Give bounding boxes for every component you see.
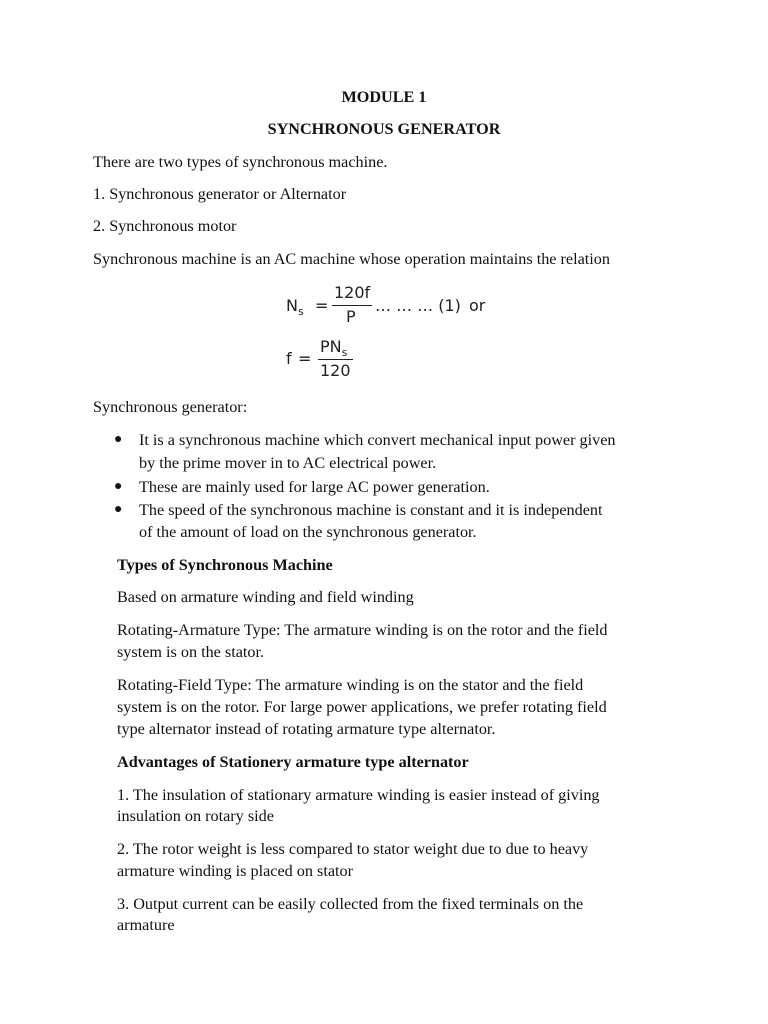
- relation-sentence: Synchronous machine is an AC machine whose operation maintains the relation: [93, 250, 610, 268]
- equation-or: or: [469, 296, 486, 315]
- list-item-text: These are mainly used for large AC power generation.: [139, 478, 490, 496]
- types-sentence: There are two types of synchronous machine.: [93, 153, 388, 171]
- equation-frequency-fraction-bar: [318, 359, 353, 360]
- equation-frequency-denominator: 120: [320, 361, 351, 380]
- module-heading: MODULE 1: [341, 88, 427, 106]
- equation-speed-tag: … … … (1): [375, 296, 461, 315]
- equation-speed-fraction-bar: [332, 305, 372, 306]
- advantage-item-1: insulation on rotary side: [117, 807, 274, 825]
- rotating-field-text: type alternator instead of rotating armature type alternator.: [117, 720, 496, 738]
- equation-speed-lhs: $N_s$: [286, 296, 304, 318]
- rotating-field-text: system is on the rotor. For large power applications, we prefer rotating field: [117, 698, 607, 716]
- advantage-item-2: 2. The rotor weight is less compared to stator weight due to due to heavy: [117, 840, 589, 858]
- list-item-text: It is a synchronous machine which convert mechanical input power given: [139, 431, 616, 449]
- list-item-text: by the prime mover in to AC electrical power.: [139, 454, 437, 472]
- bullet-icon: ●: [114, 432, 123, 447]
- list-item-text: of the amount of load on the synchronous generator.: [139, 523, 477, 541]
- equation-frequency-equals: =: [298, 349, 312, 368]
- bullet-icon: ●: [114, 479, 123, 494]
- equation-speed-numerator: 120f: [334, 283, 371, 302]
- equation-frequency-numerator: $PN_s$: [320, 337, 348, 359]
- advantage-item-3: 3. Output current can be easily collected from the fixed terminals on the: [117, 895, 584, 913]
- sync-generator-label: Synchronous generator:: [93, 398, 248, 416]
- type-item-motor: 2. Synchronous motor: [93, 217, 237, 235]
- types-heading: Types of Synchronous Machine: [117, 556, 333, 574]
- rotating-armature-text: Rotating-Armature Type: The armature winding is on the rotor and the field: [117, 621, 608, 639]
- rotating-armature-text: system is on the stator.: [117, 643, 265, 661]
- equation-speed-equals: =: [315, 296, 329, 315]
- advantage-item-1: 1. The insulation of stationary armature winding is easier instead of giving: [117, 786, 600, 804]
- types-basis: Based on armature winding and field winding: [117, 588, 414, 606]
- list-item-text: The speed of the synchronous machine is constant and it is independent: [139, 501, 603, 519]
- rotating-field-text: Rotating-Field Type: The armature winding is on the stator and the field: [117, 676, 584, 694]
- equation-frequency-lhs: f: [286, 349, 292, 368]
- advantages-heading: Advantages of Stationery armature type alternator: [117, 753, 469, 771]
- page-title: SYNCHRONOUS GENERATOR: [267, 120, 501, 138]
- advantage-item-2: armature winding is placed on stator: [117, 862, 353, 880]
- advantage-item-3: armature: [117, 916, 175, 934]
- type-item-generator: 1. Synchronous generator or Alternator: [93, 185, 347, 203]
- bullet-icon: ●: [114, 502, 123, 517]
- equation-speed-denominator: P: [346, 307, 356, 326]
